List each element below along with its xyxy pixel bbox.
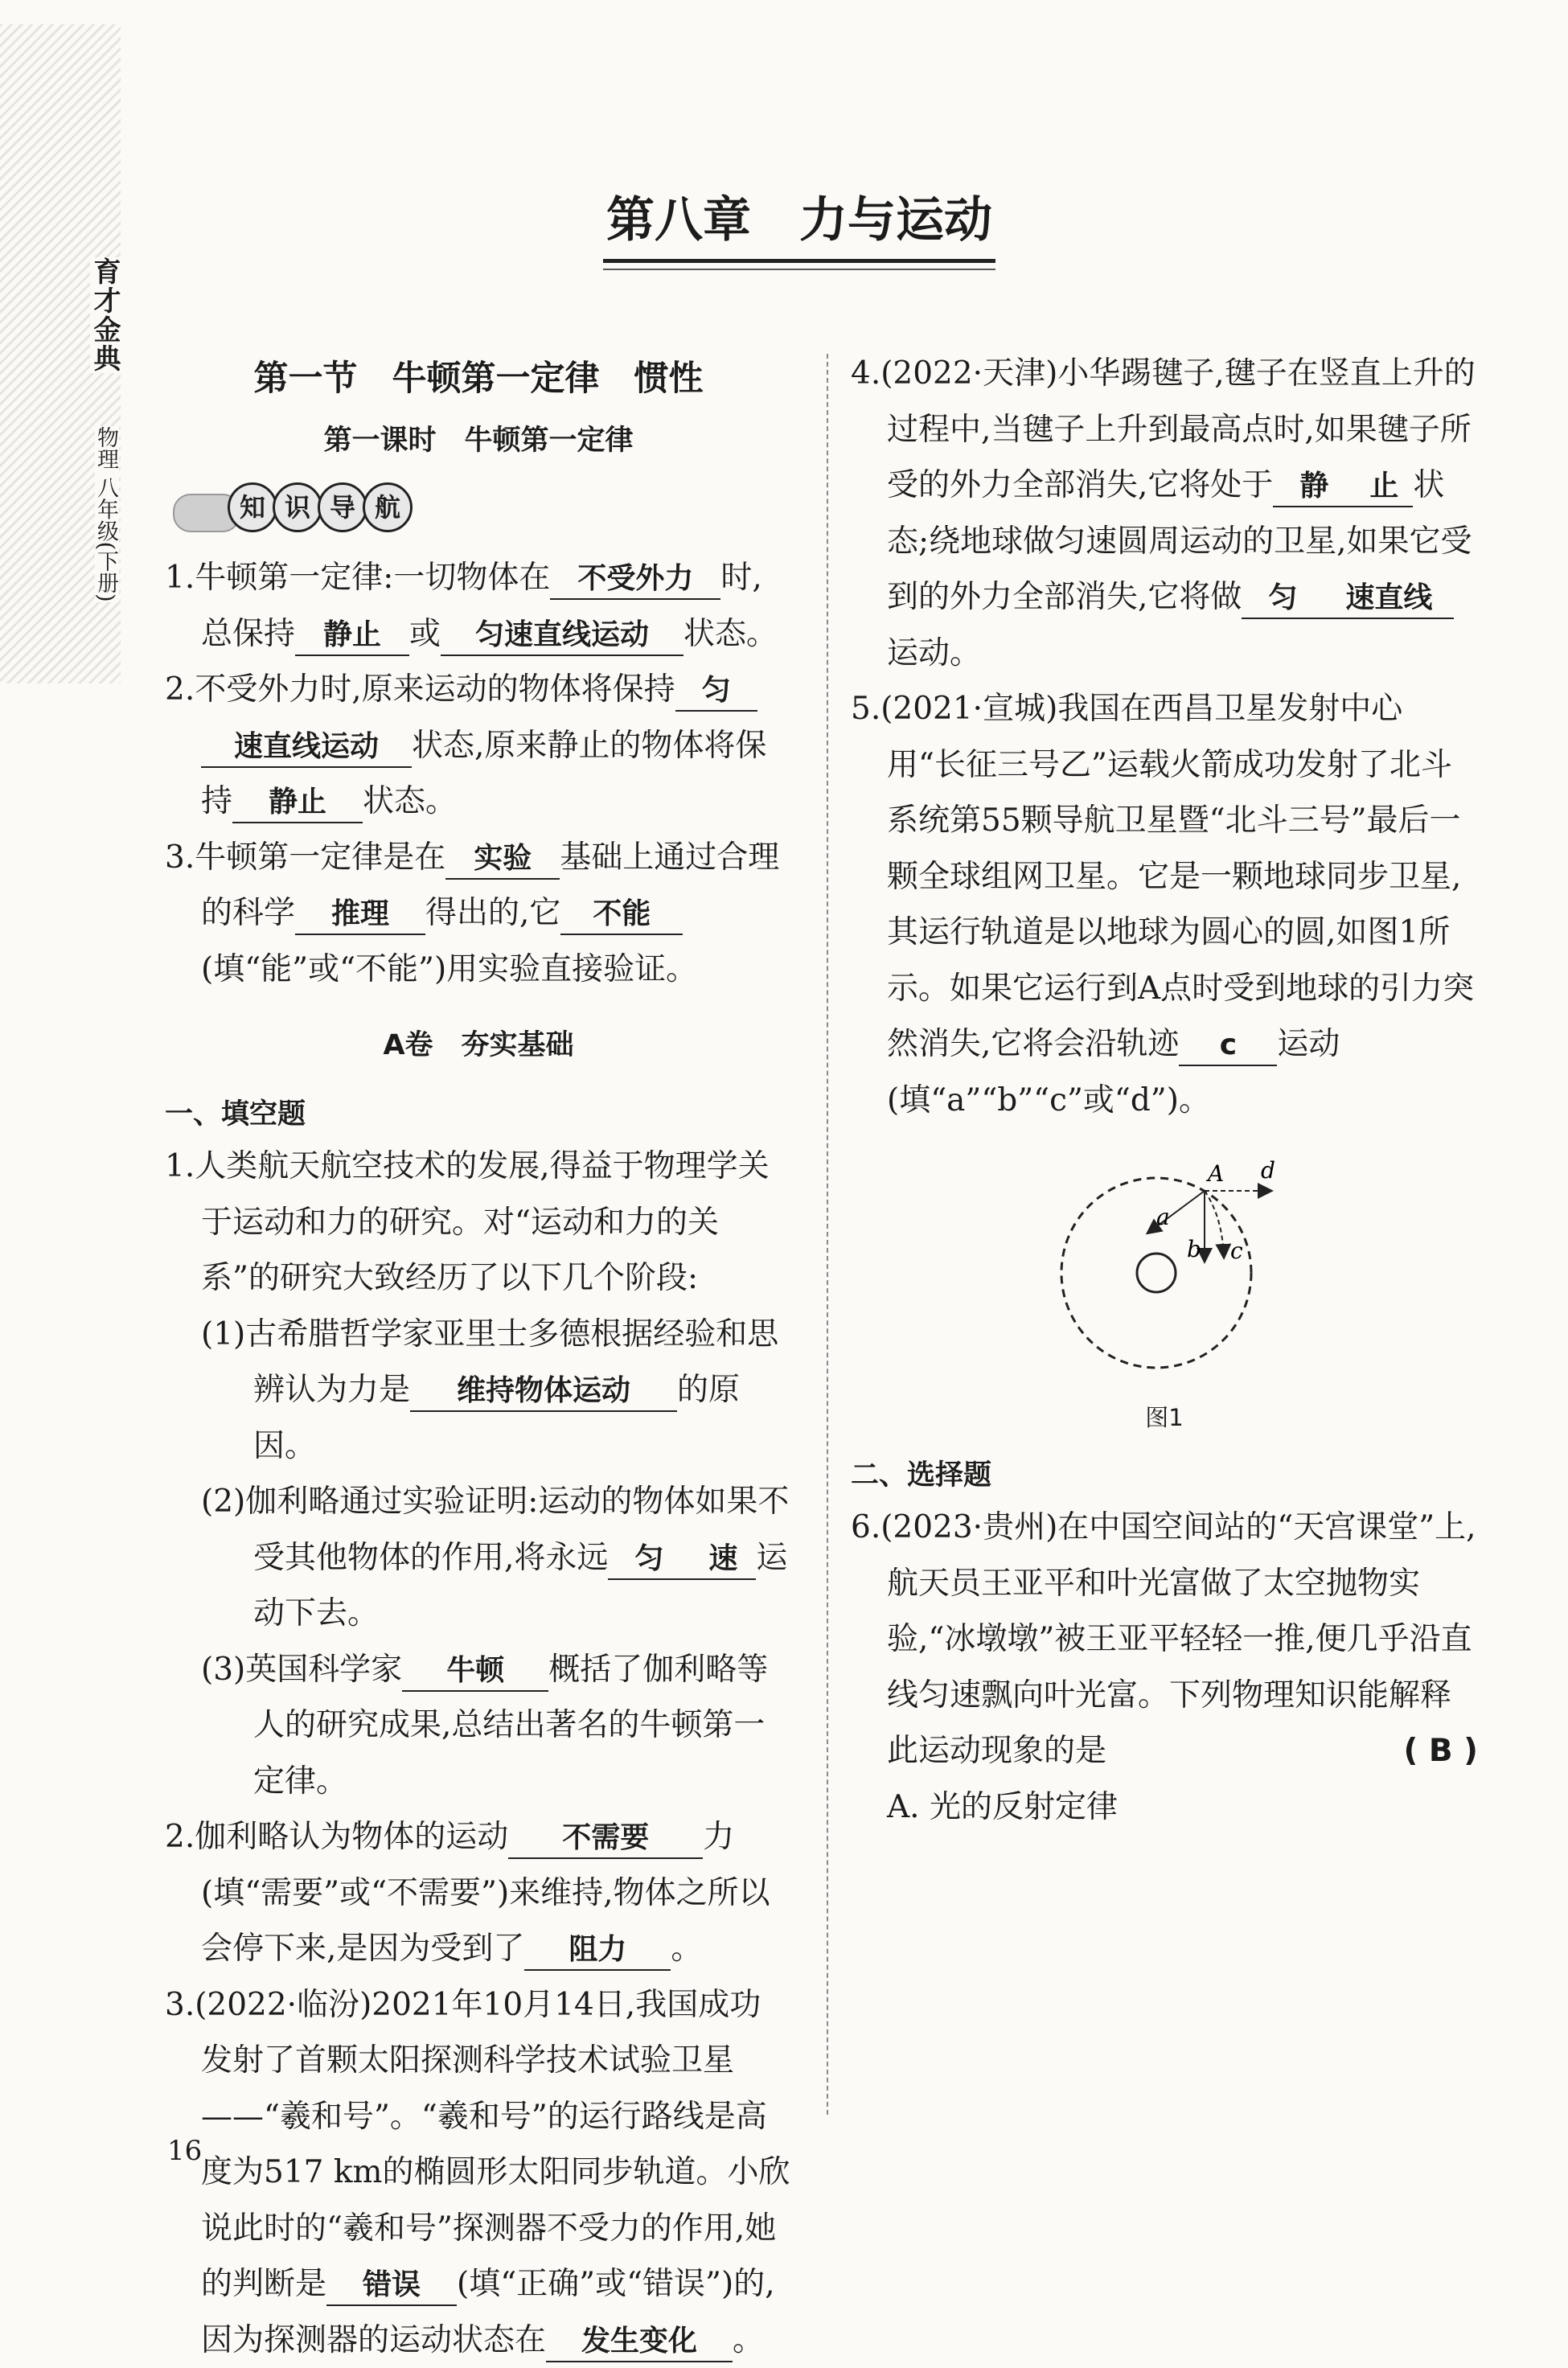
label-d: d <box>1261 1157 1275 1184</box>
question-text: (填“能”或“不能”)用实验直接验证。 <box>201 951 697 987</box>
knowledge-nav-label <box>228 482 408 532</box>
question-number: (1) <box>201 1316 245 1352</box>
question-text: 状态。 <box>363 783 457 819</box>
choice-heading: 二、选择题 <box>851 1442 1478 1500</box>
answer-blank: 速直线运动 <box>201 728 412 768</box>
question-text: 运动(填“a”“b”“c”或“d”)。 <box>887 1026 1340 1118</box>
answer-blank: 阻力 <box>524 1931 671 1971</box>
answer-blank: 静止 <box>295 616 409 656</box>
chapter-title: 第八章 力与运动 <box>603 187 995 263</box>
question-text: 时,总保持 <box>201 560 762 652</box>
question-text: 状态;绕地球做匀速圆周运动的卫星,如果它受到的外力全部消失,它将做 <box>887 467 1472 615</box>
answer-blank: 匀 <box>608 1540 690 1580</box>
question-text: 古希腊哲学家亚里士多德根据经验和思辨认为力是 <box>245 1316 778 1409</box>
question-text: (2022·临汾)2021年10月14日,我国成功发射了首颗太阳探测科学技术试验卫星——“羲和号”。“羲和号”的运行路线是高度为517 km的椭圆形太阳同步轨道。小欣说此时的“羲和号”探测器不受力的作用,她的判断是 <box>195 1987 790 2303</box>
question-text: 牛顿第一定律:一切物体在 <box>195 560 550 596</box>
question-text: (2022·天津)小华踢毽子,毽子在竖直上升的过程中,当毽子上升到最高点时,如果毽子所受的外力全部消失,它将处于 <box>880 355 1475 503</box>
answer-blank: c <box>1179 1026 1277 1066</box>
question-text: 不受外力时,原来运动的物体将保持 <box>195 671 675 708</box>
question-text: 状态。 <box>683 616 778 652</box>
answer-blank: 牛顿 <box>402 1652 548 1692</box>
answer-choice: ( B ) <box>1439 1723 1478 1779</box>
left-column <box>165 346 792 2368</box>
answer-blank: 实验 <box>445 839 560 880</box>
answer-blank: 速直线 <box>1324 579 1454 619</box>
question-text: 伽利略通过实验证明:运动的物体如果不受其他物体的作用,将永远 <box>245 1484 789 1576</box>
question-text: 力(填“需要”或“不需要”)来维持,物体之所以会停下来,是因为受到了 <box>201 1819 770 1967</box>
orbit-diagram <box>1044 1128 1333 1393</box>
subject-grade-label: 物理 八年级(下册) <box>95 426 119 602</box>
nav-char: 导 <box>318 482 367 532</box>
question-text: 伽利略认为物体的运动 <box>195 1819 508 1855</box>
point-a-label: A <box>1205 1160 1224 1187</box>
answer-blank: 速 <box>690 1540 756 1580</box>
answer-blank: 匀 <box>1242 579 1324 619</box>
question-1 <box>165 1139 792 1307</box>
question-4 <box>851 346 1478 681</box>
knowledge-item <box>165 662 792 830</box>
question-text: (填“正确”或“错误”)的,因为探测器的运动状态在 <box>201 2266 775 2358</box>
earth-circle <box>1137 1254 1176 1292</box>
answer-blank: 推理 <box>295 895 425 935</box>
answer-blank: 错误 <box>326 2266 457 2306</box>
question-number: 3. <box>165 1987 195 2023</box>
question-text: 基础上通过合理的科学 <box>201 839 779 932</box>
sub-question <box>165 1642 792 1810</box>
question-5 <box>851 681 1478 1128</box>
answer-blank: 静 <box>1273 467 1355 507</box>
question-3 <box>165 1977 792 2368</box>
answer-blank: 不能 <box>560 895 683 935</box>
question-text: 运动下去。 <box>253 1540 787 1632</box>
answer-blank: 止 <box>1355 467 1413 507</box>
question-number: 1. <box>165 1148 195 1184</box>
question-text: 人类航天航空技术的发展,得益于物理学关于运动和力的研究。对“运动和力的关系”的研究大致经历了以下几个阶段: <box>195 1148 769 1296</box>
question-number: 6. <box>851 1509 880 1545</box>
answer-blank: 静止 <box>232 783 363 823</box>
question-number: (3) <box>201 1652 245 1688</box>
question-text: 概括了伽利略等人的研究成果,总结出著名的牛顿第一定律。 <box>253 1652 768 1800</box>
answer-blank: 发生变化 <box>546 2322 733 2362</box>
question-number: 4. <box>851 355 880 392</box>
question-6 <box>851 1500 1478 1779</box>
question-text: (2023·贵州)在中国空间站的“天宫课堂”上,航天员王亚平和叶光富做了太空抛物实验,“冰墩墩”被王亚平轻轻一推,便几乎沿直线匀速飘向叶光富。下列物理知识能解释此运动现象的是 <box>880 1509 1476 1769</box>
knowledge-item <box>165 550 792 662</box>
question-text: 运动。 <box>887 635 981 671</box>
answer-blank: 不需要 <box>508 1819 703 1859</box>
question-text: 牛顿第一定律是在 <box>195 839 445 876</box>
knowledge-item <box>165 830 792 998</box>
question-2 <box>165 1809 792 1977</box>
label-a: a <box>1156 1204 1170 1230</box>
answer-blank: 匀 <box>675 671 757 712</box>
trajectory-c-arrow <box>1205 1191 1224 1257</box>
series-brand: 育才金典 <box>90 257 122 373</box>
lesson-title: 第一课时 牛顿第一定律 <box>165 412 792 470</box>
nav-char: 航 <box>363 482 413 532</box>
question-number: 2. <box>165 1819 195 1855</box>
column-divider <box>827 354 828 2115</box>
answer-blank: 匀速直线运动 <box>441 616 683 656</box>
question-number: (2) <box>201 1484 245 1520</box>
knowledge-list <box>165 550 792 997</box>
question-text: 状态,原来静止的物体将保持 <box>201 728 766 820</box>
figure-caption: 图1 <box>851 1393 1478 1442</box>
question-text: 得出的,它 <box>425 895 560 931</box>
page-number: 16 <box>167 2135 202 2167</box>
nav-char: 知 <box>228 482 277 532</box>
sub-question <box>165 1307 792 1475</box>
fill-blank-heading: 一、填空题 <box>165 1081 792 1139</box>
question-text: 。 <box>733 2322 764 2358</box>
option-a: A. 光的反射定律 <box>851 1779 1478 1836</box>
question-text: 。 <box>671 1931 702 1967</box>
question-text: (2021·宣城)我国在西昌卫星发射中心用“长征三号乙”运载火箭成功发射了北斗系统第55颗导航卫星暨“北斗三号”最后一颗全球组网卫星。它是一颗地球同步卫星,其运行轨道是以地球为圆心的圆,如图1所示。如果它运行到A点时受到地球的引力突然消失,它将会沿轨迹 <box>880 691 1474 1062</box>
nav-char: 识 <box>273 482 322 532</box>
part-a-title: A卷 夯实基础 <box>165 997 792 1081</box>
question-number: 1. <box>165 560 195 596</box>
question-number: 3. <box>165 839 195 876</box>
figure-1 <box>851 1128 1478 1393</box>
answer-blank: 不受外力 <box>550 560 720 600</box>
question-number: 2. <box>165 671 195 708</box>
sub-question <box>165 1474 792 1642</box>
question-text: 或 <box>409 616 441 652</box>
answer-blank: 维持物体运动 <box>410 1372 677 1412</box>
section-title: 第一节 牛顿第一定律 惯性 <box>165 346 792 412</box>
right-column <box>851 346 1478 1835</box>
question-number: 5. <box>851 691 880 727</box>
label-b: b <box>1187 1236 1201 1262</box>
question-text: 的原因。 <box>253 1372 740 1464</box>
question-text: 英国科学家 <box>245 1652 402 1688</box>
label-c: c <box>1230 1237 1243 1264</box>
knowledge-nav-banner <box>173 470 792 550</box>
question-1-subs <box>165 1307 792 1810</box>
